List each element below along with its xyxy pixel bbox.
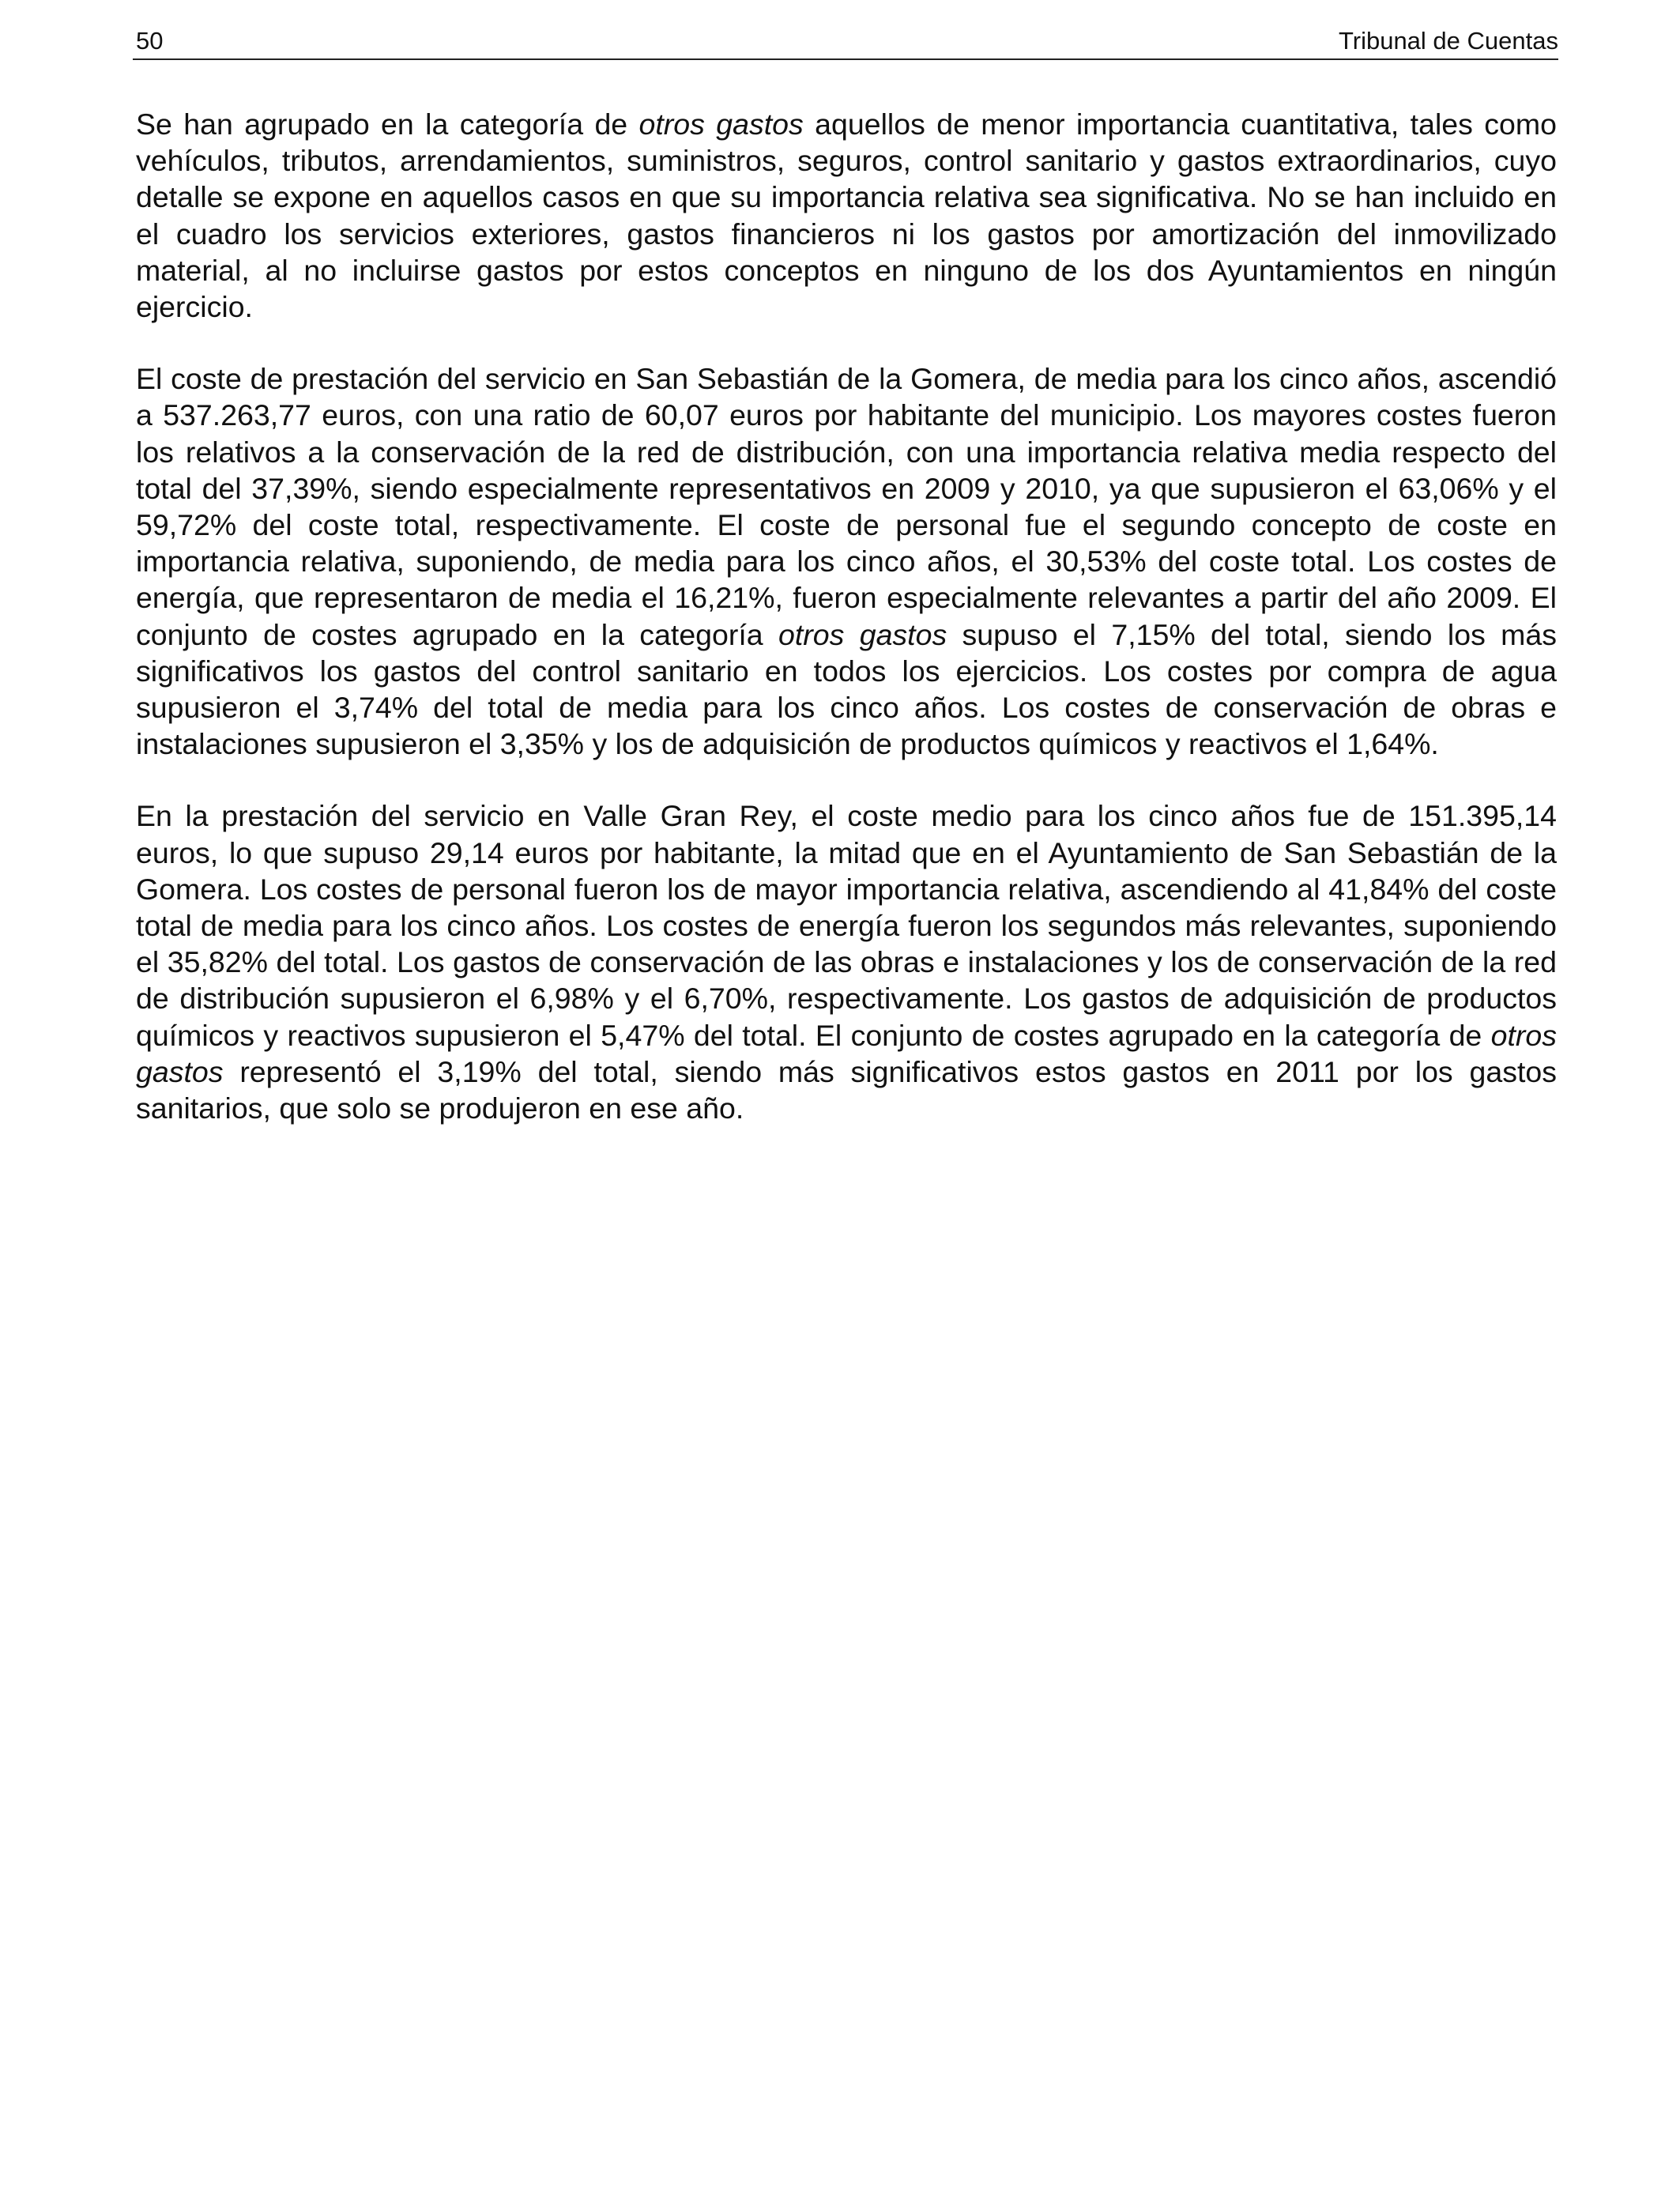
- paragraph-text: En la prestación del servicio en Valle Gran Rey, el coste medio para los cinco años fue de 151.395,14 euros, lo que supuso 29,14 euros por habitante, la mitad que en el Ayuntamiento de San Sebastián de la Gomera. Los costes de personal fueron los de mayor importancia relativa, ascendiendo al 41,84% del coste total de media para los cinco años. Los costes de energía fueron los segundos más relevantes, suponiendo el 35,82% del total. Los gastos de conservación de las obras e instalaciones y los de conservación de la red de distribución supusieron el 6,98% y el 6,70%, respectivamente. Los gastos de adquisición de productos químicos y reactivos supusieron el 5,47% del total. El conjunto de costes agrupado en la categoría de: [136, 799, 1557, 1052]
- paragraph-text: supuso el 7,15% del total, siendo los más significativos los gastos del control sanitario en todos los ejercicios. Los costes por compra de agua supusieron el 3,74% del total de media para los cinco años. Los costes de conservación de obras e instalaciones supusieron el 3,35% y los de adquisición de productos químicos y reactivos el 1,64%.: [136, 617, 1558, 761]
- paragraph-text: El coste de prestación del servicio en San Sebastián de la Gomera, de media para los cinco años, ascendió a 537.263,77 euros, con una ratio de 60,07 euros por habitante del municipio. Los mayores costes fueron los relativos a la conservación de la red de distribución, con una importancia relativa media respecto del total del 37,39%, siendo especialmente representativos en 2009 y 2010, ya que supusieron el 63,06% y el 59,72% del coste total, respectivamente. El coste de personal fue el segundo concepto de coste en importancia relativa, suponiendo, de media para los cinco años, el 30,53% del coste total. Los costes de energía, que representaron de media el 16,21%, fueron especialmente relevantes a partir del año 2009. El conjunto de costes agrupado en la categoría: [136, 362, 1557, 651]
- header-title: Tribunal de Cuentas: [1338, 27, 1558, 55]
- italic-term: otros gastos: [778, 617, 947, 651]
- paragraph-otros-gastos-definition: [136, 106, 1557, 325]
- paragraph-text: Se han agrupado en la categoría de: [136, 107, 639, 141]
- paragraph-san-sebastian-costs: [136, 360, 1557, 762]
- paragraph-text: aquellos de menor importancia cuantitativa, tales como vehículos, tributos, arrendamientos, suministros, seguros, control sanitario y gastos extraordinarios, cuyo detalle se expone en aquellos casos en que su importancia relativa sea significativa. No se han incluido en el cuadro los servicios exteriores, gastos financieros ni los gastos por amortización del inmovilizado material, al no incluirse gastos por estos conceptos en ninguno de los dos Ayuntamientos en ningún ejercicio.: [136, 107, 1557, 324]
- italic-term: otros gastos: [136, 1018, 1557, 1088]
- body-text: [136, 106, 1557, 1162]
- italic-term: otros gastos: [638, 107, 804, 141]
- page-header: [133, 25, 1558, 60]
- paragraph-text: representó el 3,19% del total, siendo más significativos estos gastos en 2011 por los gastos sanitarios, que solo se produjeron en ese año.: [136, 1054, 1557, 1125]
- paragraph-valle-gran-rey-costs: [136, 797, 1557, 1126]
- page-number: 50: [136, 27, 164, 55]
